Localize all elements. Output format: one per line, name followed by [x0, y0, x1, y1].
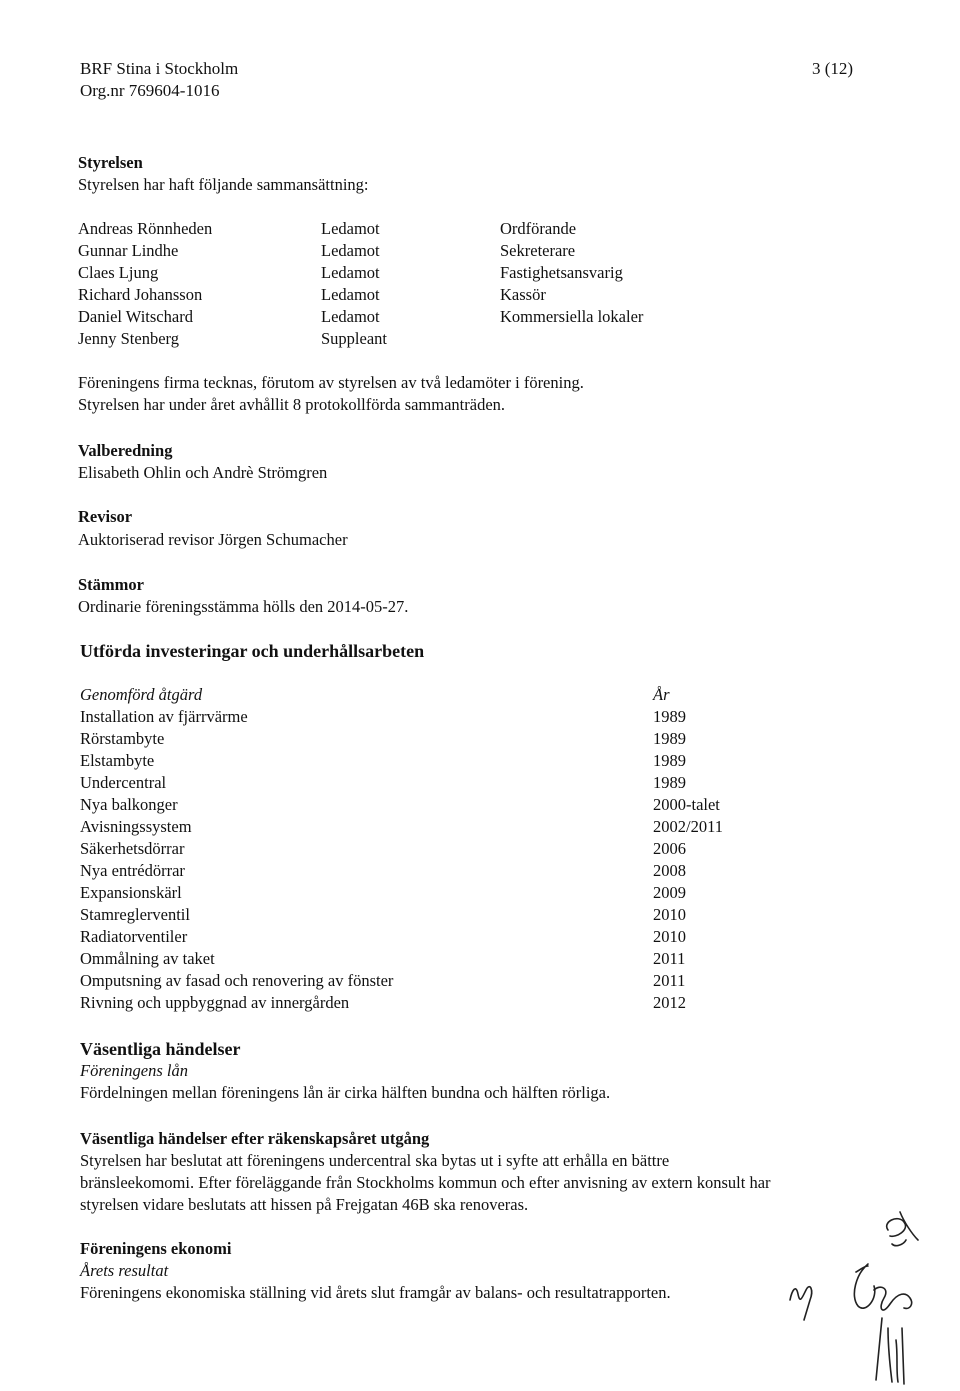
member-role: Suppleant	[321, 329, 387, 348]
investeringar-heading: Utförda investeringar och underhållsarbeten	[80, 641, 425, 661]
year-cell: 2006	[653, 839, 686, 858]
efter-text-line-2: bränsleekomomi. Efter föreläggande från Stockholms kommun och efter anvisning av extern konsult har	[80, 1173, 771, 1192]
member-name: Jenny Stenberg	[78, 329, 179, 348]
vasentliga-text: Fördelningen mellan föreningens lån är cirka hälften bundna och hälften rörliga.	[80, 1083, 611, 1102]
efter-text-line-1: Styrelsen har beslutat att föreningens undercentral ska bytas ut i syfte att erhålla en bättre	[80, 1151, 670, 1170]
member-role: Ledamot	[321, 241, 380, 260]
action-cell: Ommålning av taket	[80, 949, 215, 968]
member-function: Sekreterare	[500, 241, 576, 260]
member-role: Ledamot	[321, 307, 380, 326]
member-function: Ordförande	[500, 219, 577, 238]
year-cell: 2010	[653, 927, 686, 946]
year-cell: 2011	[653, 949, 686, 968]
column-header-action: Genomförd åtgärd	[80, 685, 203, 704]
action-cell: Expansionskärl	[80, 883, 182, 902]
member-name: Richard Johansson	[78, 285, 203, 304]
member-function: Fastighetsansvarig	[500, 263, 623, 282]
stammor-heading: Stämmor	[78, 575, 144, 594]
firma-text: Föreningens firma tecknas, förutom av styrelsen av två ledamöter i förening.	[78, 373, 584, 392]
ekonomi-subtitle: Årets resultat	[80, 1261, 169, 1280]
year-cell: 2011	[653, 971, 686, 990]
ekonomi-text: Föreningens ekonomiska ställning vid årets slut framgår av balans- och resultatrapporten.	[80, 1283, 671, 1302]
action-cell: Nya entrédörrar	[80, 861, 185, 880]
styrelsen-heading: Styrelsen	[78, 153, 143, 172]
org-number: Org.nr 769604-1016	[80, 81, 220, 100]
member-function: Kommersiella lokaler	[500, 307, 644, 326]
action-cell: Installation av fjärrvärme	[80, 707, 248, 726]
member-role: Ledamot	[321, 285, 380, 304]
action-cell: Stamreglerventil	[80, 905, 190, 924]
action-cell: Elstambyte	[80, 751, 155, 770]
member-role: Ledamot	[321, 263, 380, 282]
handwritten-initials	[770, 1200, 950, 1385]
revisor-heading: Revisor	[78, 507, 133, 526]
action-cell: Rörstambyte	[80, 729, 165, 748]
vasentliga-subtitle: Föreningens lån	[80, 1061, 188, 1080]
year-cell: 2008	[653, 861, 686, 880]
action-cell: Avisningssystem	[80, 817, 192, 836]
efter-text-line-3: styrelsen vidare beslutats att hissen på Frejgatan 46B ska renoveras.	[80, 1195, 529, 1214]
member-name: Daniel Witschard	[78, 307, 193, 326]
member-name: Gunnar Lindhe	[78, 241, 179, 260]
member-name: Andreas Rönnheden	[78, 219, 213, 238]
year-cell: 1989	[653, 751, 686, 770]
member-function: Kassör	[500, 285, 546, 304]
org-name: BRF Stina i Stockholm	[80, 59, 239, 78]
member-name: Claes Ljung	[78, 263, 159, 282]
year-cell: 1989	[653, 773, 686, 792]
action-cell: Radiatorventiler	[80, 927, 188, 946]
column-header-year: År	[653, 685, 670, 704]
year-cell: 2009	[653, 883, 686, 902]
year-cell: 2002/2011	[653, 817, 723, 836]
meetings-text: Styrelsen har under året avhållit 8 protokollförda sammanträden.	[78, 395, 506, 414]
vasentliga-heading: Väsentliga händelser	[80, 1039, 241, 1059]
action-cell: Undercentral	[80, 773, 167, 792]
action-cell: Omputsning av fasad och renovering av fönster	[80, 971, 394, 990]
action-cell: Säkerhetsdörrar	[80, 839, 185, 858]
valberedning-text: Elisabeth Ohlin och Andrè Strömgren	[78, 463, 328, 482]
year-cell: 1989	[653, 729, 686, 748]
stammor-text: Ordinarie föreningsstämma hölls den 2014-05-27.	[78, 597, 409, 616]
member-role: Ledamot	[321, 219, 380, 238]
page-number: 3 (12)	[812, 59, 854, 78]
action-cell: Rivning och uppbyggnad av innergården	[80, 993, 350, 1012]
valberedning-heading: Valberedning	[78, 441, 173, 460]
action-cell: Nya balkonger	[80, 795, 178, 814]
ekonomi-heading: Föreningens ekonomi	[80, 1239, 232, 1258]
year-cell: 1989	[653, 707, 686, 726]
efter-heading: Väsentliga händelser efter räkenskapsåret utgång	[80, 1129, 430, 1148]
year-cell: 2000-talet	[653, 795, 720, 814]
styrelsen-intro: Styrelsen har haft följande sammansättning:	[78, 175, 369, 194]
year-cell: 2012	[653, 993, 686, 1012]
year-cell: 2010	[653, 905, 686, 924]
revisor-text: Auktoriserad revisor Jörgen Schumacher	[78, 530, 348, 549]
